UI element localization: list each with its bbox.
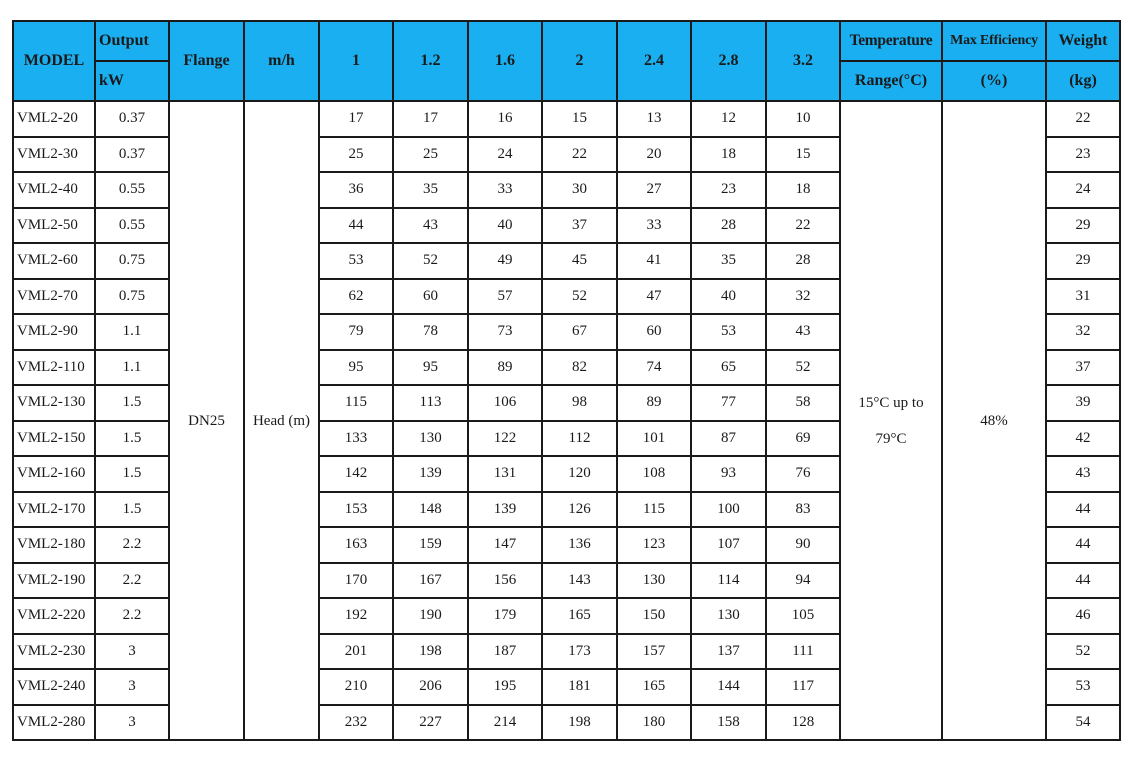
head-value-cell: 120 [542,456,617,492]
head-value-cell: 53 [319,243,393,279]
head-value-cell: 49 [468,243,542,279]
head-value-cell: 60 [393,279,468,315]
model-cell: VML2-110 [13,350,95,386]
header-model: MODEL [13,21,95,101]
head-value-cell: 12 [691,101,766,137]
head-value-cell: 20 [617,137,691,173]
head-value-cell: 105 [766,598,840,634]
head-value-cell: 30 [542,172,617,208]
head-value-cell: 95 [393,350,468,386]
head-value-cell: 106 [468,385,542,421]
head-value-cell: 128 [766,705,840,741]
weight-cell: 37 [1046,350,1120,386]
head-value-cell: 67 [542,314,617,350]
head-value-cell: 95 [319,350,393,386]
output-kw-cell: 1.5 [95,385,169,421]
output-kw-cell: 3 [95,634,169,670]
head-value-cell: 131 [468,456,542,492]
model-cell: VML2-170 [13,492,95,528]
head-value-cell: 18 [766,172,840,208]
head-value-cell: 93 [691,456,766,492]
head-value-cell: 79 [319,314,393,350]
head-value-cell: 165 [617,669,691,705]
weight-cell: 31 [1046,279,1120,315]
head-value-cell: 115 [319,385,393,421]
weight-cell: 44 [1046,563,1120,599]
head-value-cell: 27 [617,172,691,208]
head-value-cell: 192 [319,598,393,634]
model-cell: VML2-50 [13,208,95,244]
table-header [13,21,1120,101]
weight-cell: 24 [1046,172,1120,208]
head-value-cell: 52 [542,279,617,315]
head-value-cell: 47 [617,279,691,315]
head-value-cell: 73 [468,314,542,350]
header-weight-unit: (kg) [1046,61,1120,101]
model-cell: VML2-220 [13,598,95,634]
head-value-cell: 136 [542,527,617,563]
head-value-cell: 35 [691,243,766,279]
head-value-cell: 133 [319,421,393,457]
model-cell: VML2-130 [13,385,95,421]
weight-cell: 39 [1046,385,1120,421]
head-value-cell: 43 [766,314,840,350]
output-kw-cell: 3 [95,705,169,741]
head-value-cell: 22 [766,208,840,244]
head-value-cell: 90 [766,527,840,563]
output-kw-cell: 0.75 [95,243,169,279]
weight-cell: 42 [1046,421,1120,457]
header-weight: Weight [1046,21,1120,61]
table-body [13,101,1120,740]
head-value-cell: 150 [617,598,691,634]
pump-spec-table [12,20,1121,741]
head-value-cell: 76 [766,456,840,492]
head-value-cell: 28 [691,208,766,244]
head-value-cell: 206 [393,669,468,705]
head-value-cell: 112 [542,421,617,457]
weight-cell: 54 [1046,705,1120,741]
head-value-cell: 139 [393,456,468,492]
head-value-cell: 17 [319,101,393,137]
head-value-cell: 232 [319,705,393,741]
head-value-cell: 89 [617,385,691,421]
head-value-cell: 227 [393,705,468,741]
head-value-cell: 22 [542,137,617,173]
output-kw-cell: 2.2 [95,527,169,563]
output-kw-cell: 1.1 [95,350,169,386]
output-kw-cell: 1.5 [95,492,169,528]
weight-cell: 29 [1046,208,1120,244]
header-flow-point: 2.8 [691,21,766,101]
head-value-cell: 18 [691,137,766,173]
output-kw-cell: 1.5 [95,421,169,457]
head-value-cell: 122 [468,421,542,457]
model-cell: VML2-160 [13,456,95,492]
head-value-cell: 62 [319,279,393,315]
output-kw-cell: 1.1 [95,314,169,350]
head-value-cell: 74 [617,350,691,386]
head-value-cell: 40 [691,279,766,315]
weight-cell: 23 [1046,137,1120,173]
head-value-cell: 98 [542,385,617,421]
weight-cell: 46 [1046,598,1120,634]
header-max-efficiency: Max Efficiency [942,21,1046,61]
head-value-cell: 58 [766,385,840,421]
head-value-cell: 83 [766,492,840,528]
weight-cell: 52 [1046,634,1120,670]
head-value-cell: 113 [393,385,468,421]
output-kw-cell: 2.2 [95,598,169,634]
head-value-cell: 153 [319,492,393,528]
head-value-cell: 170 [319,563,393,599]
head-value-cell: 187 [468,634,542,670]
head-value-cell: 15 [542,101,617,137]
model-cell: VML2-230 [13,634,95,670]
head-value-cell: 137 [691,634,766,670]
head-value-cell: 17 [393,101,468,137]
weight-cell: 53 [1046,669,1120,705]
head-value-cell: 23 [691,172,766,208]
header-temperature-range: Range(°C) [840,61,942,101]
head-value-cell: 40 [468,208,542,244]
head-value-cell: 195 [468,669,542,705]
head-value-cell: 32 [766,279,840,315]
head-value-cell: 100 [691,492,766,528]
head-value-cell: 35 [393,172,468,208]
head-value-cell: 82 [542,350,617,386]
head-value-cell: 28 [766,243,840,279]
head-value-cell: 181 [542,669,617,705]
header-flow-point: 1.2 [393,21,468,101]
head-value-cell: 123 [617,527,691,563]
header-flow-point: 1.6 [468,21,542,101]
head-value-cell: 44 [319,208,393,244]
head-value-cell: 107 [691,527,766,563]
head-value-cell: 142 [319,456,393,492]
head-value-cell: 126 [542,492,617,528]
header-efficiency-unit: (%) [942,61,1046,101]
head-value-cell: 198 [542,705,617,741]
head-value-cell: 45 [542,243,617,279]
output-kw-cell: 0.75 [95,279,169,315]
model-cell: VML2-70 [13,279,95,315]
head-value-cell: 201 [319,634,393,670]
head-value-cell: 16 [468,101,542,137]
head-value-cell: 53 [691,314,766,350]
model-cell: VML2-60 [13,243,95,279]
head-value-cell: 33 [617,208,691,244]
weight-cell: 29 [1046,243,1120,279]
head-value-cell: 173 [542,634,617,670]
head-value-cell: 130 [393,421,468,457]
head-value-cell: 13 [617,101,691,137]
weight-cell: 32 [1046,314,1120,350]
head-value-cell: 25 [319,137,393,173]
head-value-cell: 41 [617,243,691,279]
head-value-cell: 78 [393,314,468,350]
head-value-cell: 139 [468,492,542,528]
head-value-cell: 101 [617,421,691,457]
header-flow-point: 2 [542,21,617,101]
head-value-cell: 147 [468,527,542,563]
header-flow-point: 3.2 [766,21,840,101]
output-kw-cell: 0.37 [95,101,169,137]
flange-cell: DN25 [169,101,244,740]
weight-cell: 44 [1046,492,1120,528]
head-value-cell: 117 [766,669,840,705]
model-cell: VML2-190 [13,563,95,599]
head-value-cell: 10 [766,101,840,137]
head-label-cell: Head (m) [244,101,319,740]
header-flow-point: 2.4 [617,21,691,101]
output-kw-cell: 3 [95,669,169,705]
head-value-cell: 130 [617,563,691,599]
head-value-cell: 210 [319,669,393,705]
weight-cell: 43 [1046,456,1120,492]
head-value-cell: 114 [691,563,766,599]
model-cell: VML2-180 [13,527,95,563]
model-cell: VML2-150 [13,421,95,457]
head-value-cell: 94 [766,563,840,599]
head-value-cell: 214 [468,705,542,741]
head-value-cell: 159 [393,527,468,563]
head-value-cell: 57 [468,279,542,315]
head-value-cell: 198 [393,634,468,670]
temperature-range-line1: 15°C up to [858,394,924,411]
head-value-cell: 37 [542,208,617,244]
weight-cell: 44 [1046,527,1120,563]
model-cell: VML2-280 [13,705,95,741]
output-kw-cell: 1.5 [95,456,169,492]
header-flow: m/h [244,21,319,101]
head-value-cell: 15 [766,137,840,173]
output-kw-cell: 0.55 [95,172,169,208]
output-kw-cell: 2.2 [95,563,169,599]
head-value-cell: 158 [691,705,766,741]
head-value-cell: 167 [393,563,468,599]
head-value-cell: 60 [617,314,691,350]
output-kw-cell: 0.37 [95,137,169,173]
header-output: Output [95,21,169,61]
model-cell: VML2-240 [13,669,95,705]
header-flange: Flange [169,21,244,101]
head-value-cell: 190 [393,598,468,634]
head-value-cell: 143 [542,563,617,599]
temperature-range-cell [840,101,942,740]
model-cell: VML2-20 [13,101,95,137]
head-value-cell: 163 [319,527,393,563]
head-value-cell: 148 [393,492,468,528]
model-cell: VML2-30 [13,137,95,173]
head-value-cell: 25 [393,137,468,173]
temperature-range-line2: 79°C [875,430,907,447]
head-value-cell: 65 [691,350,766,386]
head-value-cell: 115 [617,492,691,528]
head-value-cell: 52 [393,243,468,279]
head-value-cell: 108 [617,456,691,492]
head-value-cell: 180 [617,705,691,741]
table-row [13,101,1120,137]
head-value-cell: 156 [468,563,542,599]
head-value-cell: 111 [766,634,840,670]
head-value-cell: 179 [468,598,542,634]
head-value-cell: 144 [691,669,766,705]
head-value-cell: 52 [766,350,840,386]
head-value-cell: 43 [393,208,468,244]
weight-cell: 22 [1046,101,1120,137]
header-temperature: Temperature [840,21,942,61]
header-output-unit: kW [95,61,169,101]
head-value-cell: 77 [691,385,766,421]
head-value-cell: 165 [542,598,617,634]
header-flow-point: 1 [319,21,393,101]
head-value-cell: 89 [468,350,542,386]
head-value-cell: 157 [617,634,691,670]
head-value-cell: 69 [766,421,840,457]
header-row-top [13,21,1120,61]
model-cell: VML2-90 [13,314,95,350]
head-value-cell: 36 [319,172,393,208]
head-value-cell: 130 [691,598,766,634]
head-value-cell: 87 [691,421,766,457]
head-value-cell: 33 [468,172,542,208]
max-efficiency-cell: 48% [942,101,1046,740]
output-kw-cell: 0.55 [95,208,169,244]
model-cell: VML2-40 [13,172,95,208]
head-value-cell: 24 [468,137,542,173]
